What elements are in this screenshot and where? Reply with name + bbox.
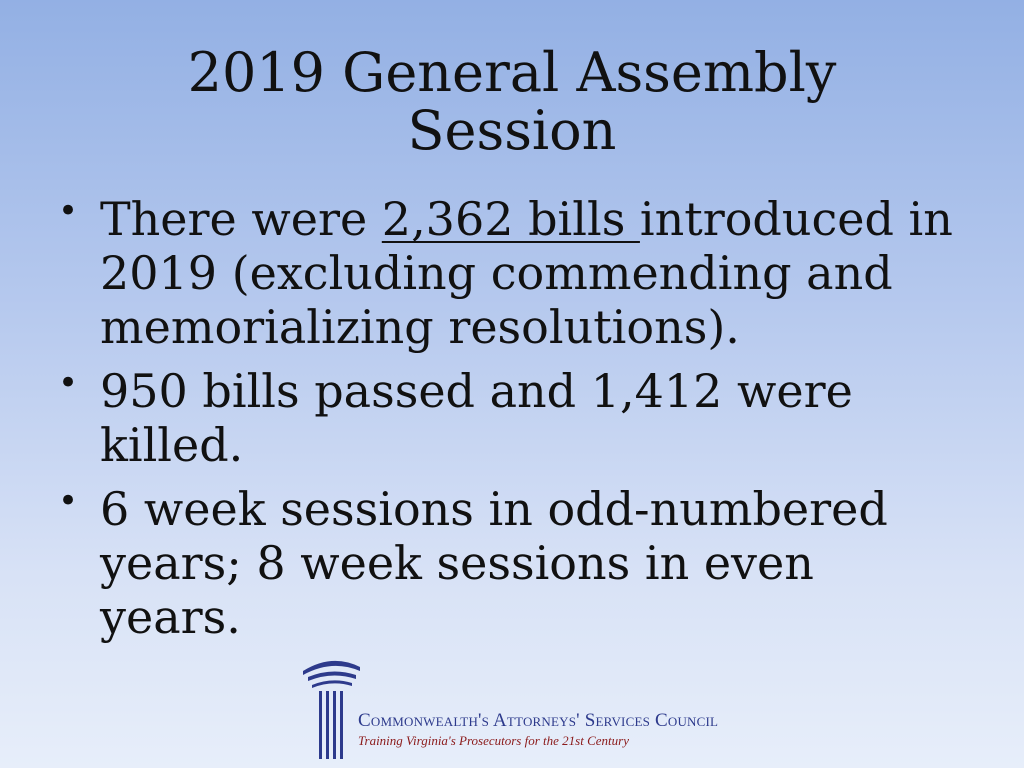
- slide-title-line-1: 2019 General Assembly: [187, 41, 837, 104]
- pillar-logo-icon: [300, 655, 360, 761]
- bullet-line: [100, 192, 990, 246]
- slide-title-line-2: Session: [407, 99, 617, 162]
- council-tagline: Training Virginia's Prosecutors for the 21st Century: [358, 733, 629, 748]
- bills-count-underlined: 2,362 bills: [381, 192, 640, 246]
- bullet-line: 6 week sessions in odd-numbered: [100, 482, 888, 536]
- council-name: Commonwealth's Attorneys' Services Council: [358, 710, 719, 731]
- bullet-text: There were: [100, 192, 382, 246]
- bullet-line: years.: [100, 590, 241, 644]
- bullet-item-session-length: [50, 482, 990, 644]
- bullet-line: memorializing resolutions).: [100, 300, 740, 354]
- bullet-item-bills-introduced: [50, 192, 990, 354]
- bullet-marker: •: [58, 363, 79, 403]
- slide-title: [0, 41, 1024, 162]
- bullet-list: [50, 192, 990, 654]
- bullet-marker: •: [58, 191, 79, 231]
- bullet-line: 2019 (excluding commending and: [100, 246, 893, 300]
- bullet-marker: •: [58, 481, 79, 521]
- bullet-text: introduced in: [639, 192, 953, 246]
- bullet-line: killed.: [100, 418, 244, 472]
- bullet-item-bills-passed: [50, 364, 990, 472]
- bullet-line: 950 bills passed and 1,412 were: [100, 364, 853, 418]
- council-logo: [300, 655, 730, 761]
- bullet-line: years; 8 week sessions in even: [100, 536, 814, 590]
